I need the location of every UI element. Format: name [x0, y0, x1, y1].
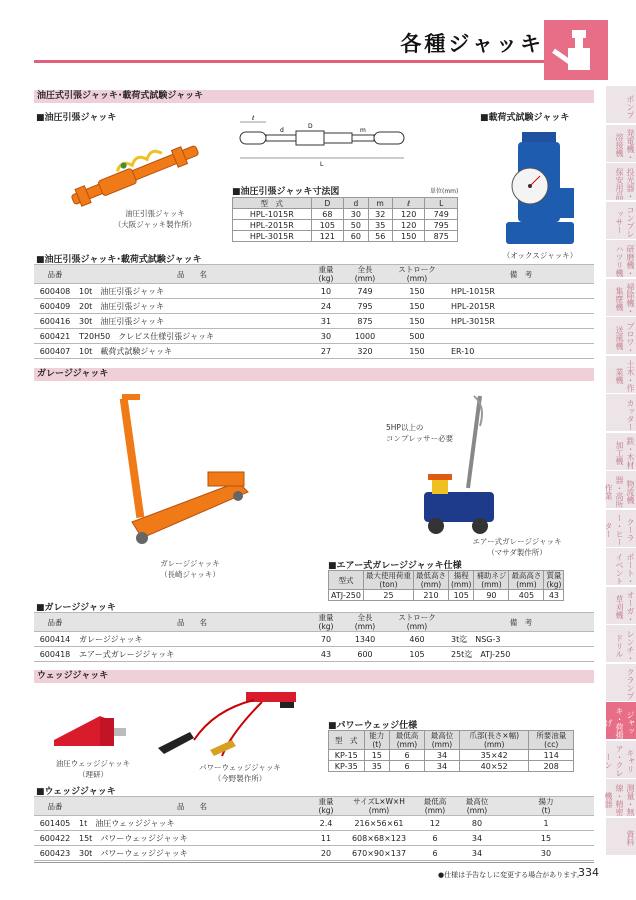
- wedge-spec-cell: 208: [529, 761, 574, 772]
- wedge-price-cell: 608×68×123: [344, 831, 414, 846]
- tension-price-cell: 320: [344, 344, 386, 359]
- tension-price-row: [34, 314, 594, 329]
- tension-price-cell: 500: [386, 329, 448, 344]
- garage-price-cell: 3t迄 NSG-3: [448, 632, 594, 647]
- garage-price-cell: 600418: [34, 647, 76, 662]
- wedge-price-cell: 1: [498, 816, 594, 831]
- garage-price-cell: 600: [344, 647, 386, 662]
- tension-price-cell: 795: [344, 299, 386, 314]
- dim-header-5: L: [425, 198, 458, 209]
- caption-tension-jack: 油圧引張ジャッキ （大阪ジャッキ製作所）: [113, 209, 197, 229]
- wedge-spec-cell: 35×42: [459, 750, 529, 761]
- power-wedge-spec-table: [328, 730, 574, 772]
- dim-cell: 56: [368, 231, 392, 242]
- dim-cell: 30: [344, 209, 368, 220]
- side-tab-4[interactable]: 研磨機・ハツリ機: [606, 240, 636, 277]
- side-tab-16[interactable]: ジャッキ・荷揚げ: [606, 702, 636, 739]
- garage-price-header-2: 重量 (kg): [308, 613, 344, 632]
- wedge-spec-cell: 6: [390, 761, 425, 772]
- garage-price-cell: 1340: [344, 632, 386, 647]
- side-tab-3[interactable]: コンプレッサー: [606, 202, 636, 239]
- caption-hydraulic-wedge-jack: 油圧ウェッジジャッキ （理研）: [55, 759, 131, 779]
- tension-price-header-2: 重量 (kg): [308, 265, 344, 284]
- side-tab-2[interactable]: 投光器・保安用品: [606, 163, 636, 200]
- air-spec-header-4: 補助ネジ (mm): [474, 571, 509, 590]
- dim-table-title: ■油圧引張ジャッキ寸法図: [232, 187, 340, 197]
- side-tab-19[interactable]: 資料: [606, 818, 636, 855]
- side-tab-17[interactable]: キャリア・クレーン: [606, 741, 636, 778]
- page-header: [0, 20, 636, 80]
- garage-price-row: [34, 632, 594, 647]
- tension-price-cell: 1000: [344, 329, 386, 344]
- wedge-price-cell: 30t パワーウェッジジャッキ: [76, 846, 308, 861]
- air-spec-cell: 25: [363, 590, 413, 601]
- tension-price-cell: 600407: [34, 344, 76, 359]
- wedge-price-header-1: 品 名: [76, 797, 308, 816]
- dim-header-2: d: [344, 198, 368, 209]
- title-rule: [34, 60, 544, 63]
- wedge-price-header-6: 揚力 (t): [498, 797, 594, 816]
- dim-label-L: L: [320, 161, 324, 168]
- wedge-price-cell: 6: [414, 846, 456, 861]
- tension-price-cell: 10t 載荷式試験ジャッキ: [76, 344, 308, 359]
- air-spec-cell: 90: [474, 590, 509, 601]
- wedge-price-cell: 670×90×137: [344, 846, 414, 861]
- wedge-price-cell: 34: [456, 831, 498, 846]
- side-tab-13[interactable]: オーガ・草刈機: [606, 587, 636, 624]
- side-tab-11[interactable]: クーラー・ヒーター: [606, 510, 636, 547]
- wedge-spec-cell: 6: [390, 750, 425, 761]
- wedge-price-cell: 6: [414, 831, 456, 846]
- wedge-price-cell: 20: [308, 846, 344, 861]
- garage-price-cell: エアー式ガレージジャッキ: [76, 647, 308, 662]
- dim-row: [233, 231, 458, 242]
- wedge-spec-row: [329, 750, 574, 761]
- footer-note: ●仕様は予告なしに変更する場合があります。: [438, 871, 584, 879]
- dim-cell: 35: [368, 220, 392, 231]
- dim-table: [232, 197, 458, 242]
- dim-cell: 50: [344, 220, 368, 231]
- wedge-price-cell: 15: [498, 831, 594, 846]
- air-spec-header-5: 最高高さ (mm): [509, 571, 544, 590]
- tension-price-cell: 600421: [34, 329, 76, 344]
- dim-header-4: ℓ: [392, 198, 425, 209]
- tension-price-cell: 150: [386, 299, 448, 314]
- tension-price-row: [34, 329, 594, 344]
- side-tab-8[interactable]: カッター: [606, 394, 636, 431]
- category-corner-block: [544, 20, 608, 80]
- air-jack-spec-table: [328, 570, 564, 601]
- wedge-price-cell: 30: [498, 846, 594, 861]
- tension-jack-dimension-diagram: [236, 112, 412, 168]
- garage-price-header-4: ストローク (mm): [386, 613, 448, 632]
- wedge-spec-header-0: 型 式: [329, 731, 365, 750]
- dim-header-1: D: [311, 198, 344, 209]
- wedge-price-header-2: 重量 (kg): [308, 797, 344, 816]
- tension-price-row: [34, 344, 594, 359]
- wedge-price-cell: 216×56×61: [344, 816, 414, 831]
- air-jack-spec-title: ■エアー式ガレージジャッキ仕様: [328, 561, 462, 571]
- tension-price-cell: 749: [344, 284, 386, 299]
- tension-price-header-5: 備 考: [448, 265, 594, 284]
- wedge-price-cell: 1t 油圧ウェッジジャッキ: [76, 816, 308, 831]
- dim-cell: HPL-2015R: [233, 220, 312, 231]
- wedge-price-cell: 80: [456, 816, 498, 831]
- tension-price-row: [34, 299, 594, 314]
- wedge-price-cell: 34: [456, 846, 498, 861]
- garage-price-header-1: 品 名: [76, 613, 308, 632]
- tension-price-cell: 875: [344, 314, 386, 329]
- tension-price-cell: 600409: [34, 299, 76, 314]
- tension-price-cell: 27: [308, 344, 344, 359]
- side-tab-6[interactable]: ブロワ・送風機: [606, 317, 636, 354]
- garage-price-header-5: 備 考: [448, 613, 594, 632]
- side-tab-18[interactable]: 測量・無線・精密機器: [606, 779, 636, 816]
- wedge-price-cell: 2.4: [308, 816, 344, 831]
- air-spec-cell: 210: [413, 590, 448, 601]
- dim-header-0: 型 式: [233, 198, 312, 209]
- dim-cell: 795: [425, 220, 458, 231]
- garage-price-table-title: ■ガレージジャッキ: [36, 603, 116, 613]
- garage-price-table: [34, 612, 594, 662]
- tension-price-cell: HPL-3015R: [448, 314, 594, 329]
- garage-price-header-3: 全長 (mm): [344, 613, 386, 632]
- tension-price-cell: 150: [386, 284, 448, 299]
- tension-price-cell: 10t 油圧引張ジャッキ: [76, 284, 308, 299]
- load-test-jack-image: [500, 128, 582, 248]
- tension-price-cell: 24: [308, 299, 344, 314]
- wedge-spec-cell: 35: [364, 761, 389, 772]
- hydraulic-wedge-jack-image: [50, 706, 130, 756]
- dim-header-3: m: [368, 198, 392, 209]
- caption-air-garage-jack: エアー式ガレージジャッキ （マサダ製作所）: [472, 537, 562, 557]
- dim-cell: 60: [344, 231, 368, 242]
- tension-price-row: [34, 284, 594, 299]
- wedge-price-row: [34, 831, 594, 846]
- dim-cell: 875: [425, 231, 458, 242]
- wedge-price-header-3: サイズL×W×H (mm): [344, 797, 414, 816]
- tension-price-cell: 600416: [34, 314, 76, 329]
- wedge-price-cell: 600423: [34, 846, 76, 861]
- side-tab-5[interactable]: 掃除機・集塵機: [606, 279, 636, 316]
- caption-garage-jack: ガレージジャッキ （長崎ジャッキ）: [160, 559, 220, 579]
- garage-price-header-0: 品番: [34, 613, 76, 632]
- dim-label-D: D: [308, 123, 313, 130]
- dim-cell: 32: [368, 209, 392, 220]
- wedge-spec-row: [329, 761, 574, 772]
- garage-price-cell: 105: [386, 647, 448, 662]
- jack-icon: [550, 24, 602, 76]
- wedge-price-row: [34, 816, 594, 831]
- garage-price-cell: 600414: [34, 632, 76, 647]
- tension-price-table-title: ■油圧引張ジャッキ･載荷式試験ジャッキ: [36, 255, 202, 265]
- tension-price-header-4: ストローク (mm): [386, 265, 448, 284]
- wedge-spec-header-2: 最低高 (mm): [390, 731, 425, 750]
- dim-row: [233, 209, 458, 220]
- garage-jack-image: [118, 392, 258, 552]
- page-number: 334: [578, 866, 599, 879]
- tension-price-cell: 150: [386, 344, 448, 359]
- wedge-price-header-4: 最低高 (mm): [414, 797, 456, 816]
- dim-cell: 749: [425, 209, 458, 220]
- tension-price-cell: HPL-1015R: [448, 284, 594, 299]
- air-spec-header-3: 揚程 (mm): [448, 571, 473, 590]
- side-tab-14[interactable]: レンチ・ドリル: [606, 625, 636, 662]
- wedge-spec-cell: 114: [529, 750, 574, 761]
- wedge-spec-header-4: 爪部(長さ×幅) (mm): [459, 731, 529, 750]
- side-tab-12[interactable]: ポート・イベント: [606, 548, 636, 585]
- wedge-price-header-5: 最高位 (mm): [456, 797, 498, 816]
- caption-load-test-jack: （オックスジャッキ）: [502, 251, 578, 260]
- tension-price-cell: 20t 油圧引張ジャッキ: [76, 299, 308, 314]
- page-title: 各種ジャッキ: [400, 32, 544, 56]
- side-tab-1[interactable]: 発電機・溶接機: [606, 125, 636, 162]
- tension-price-header-1: 品 名: [76, 265, 308, 284]
- garage-price-row: [34, 647, 594, 662]
- tension-price-table: [34, 264, 594, 359]
- dim-cell: HPL-1015R: [233, 209, 312, 220]
- tension-price-cell: 150: [386, 314, 448, 329]
- wedge-price-row: [34, 846, 594, 861]
- air-spec-header-0: 型式: [329, 571, 364, 590]
- subhead-load-test-jack: ■載荷式試験ジャッキ: [480, 113, 570, 123]
- tension-price-cell: 31: [308, 314, 344, 329]
- section-bar-wedge-jack: ウェッジジャッキ: [34, 670, 594, 683]
- wedge-spec-cell: KP-35: [329, 761, 365, 772]
- dim-cell: 68: [311, 209, 344, 220]
- tension-price-cell: [448, 329, 594, 344]
- wedge-spec-header-3: 最高位 (mm): [424, 731, 459, 750]
- dim-cell: 150: [392, 231, 425, 242]
- dim-cell: 105: [311, 220, 344, 231]
- air-spec-cell: 405: [509, 590, 544, 601]
- wedge-spec-cell: 34: [424, 750, 459, 761]
- section-bar-garage-jack: ガレージジャッキ: [34, 368, 594, 381]
- garage-price-cell: 70: [308, 632, 344, 647]
- tension-price-cell: HPL-2015R: [448, 299, 594, 314]
- wedge-spec-cell: KP-15: [329, 750, 365, 761]
- dim-table-unit: 単位(mm): [430, 188, 459, 195]
- dim-label-d: d: [280, 127, 284, 134]
- garage-price-cell: 460: [386, 632, 448, 647]
- side-tab-15[interactable]: クランプ: [606, 664, 636, 701]
- air-spec-header-6: 質量 (kg): [544, 571, 564, 590]
- wedge-spec-cell: 40×52: [459, 761, 529, 772]
- tension-price-cell: T20H50 クレビス仕様引張ジャッキ: [76, 329, 308, 344]
- tension-price-cell: ER-10: [448, 344, 594, 359]
- garage-price-cell: 25t迄 ATJ-250: [448, 647, 594, 662]
- section-bar-tension-jack: 油圧式引張ジャッキ･載荷式試験ジャッキ: [34, 90, 594, 103]
- dim-label-l: ℓ: [252, 115, 255, 122]
- air-spec-header-1: 最大使用荷重 (ton): [363, 571, 413, 590]
- footer-rule: [34, 862, 594, 863]
- wedge-price-table-title: ■ウェッジジャッキ: [36, 787, 116, 797]
- tension-price-cell: 600408: [34, 284, 76, 299]
- dim-label-m: m: [360, 127, 366, 134]
- tension-price-cell: 10: [308, 284, 344, 299]
- air-spec-cell: ATJ-250: [329, 590, 364, 601]
- side-tab-9[interactable]: 鉄・木材加工機: [606, 433, 636, 470]
- tension-price-header-0: 品番: [34, 265, 76, 284]
- side-tab-10[interactable]: 物流機器・高所作業: [606, 471, 636, 508]
- dim-cell: 121: [311, 231, 344, 242]
- compressor-note: 5HP以上の コンプレッサー必要: [386, 423, 454, 443]
- caption-power-wedge-jack: パワーウェッジジャッキ （今野製作所）: [199, 763, 281, 783]
- dim-cell: 120: [392, 209, 425, 220]
- garage-price-cell: ガレージジャッキ: [76, 632, 308, 647]
- wedge-spec-cell: 15: [364, 750, 389, 761]
- tension-jack-image: [60, 140, 210, 210]
- power-wedge-jack-image: [150, 688, 310, 768]
- wedge-price-cell: 12: [414, 816, 456, 831]
- wedge-price-cell: 11: [308, 831, 344, 846]
- wedge-spec-header-1: 能力 (t): [364, 731, 389, 750]
- tension-price-cell: 30: [308, 329, 344, 344]
- subhead-tension-jack: ■油圧引張ジャッキ: [36, 113, 117, 123]
- tension-price-header-3: 全長 (mm): [344, 265, 386, 284]
- side-tab-0[interactable]: ポンプ: [606, 86, 636, 123]
- wedge-price-table: [34, 796, 594, 861]
- air-garage-jack-image: [410, 392, 510, 542]
- tension-price-cell: 30t 油圧引張ジャッキ: [76, 314, 308, 329]
- dim-cell: 120: [392, 220, 425, 231]
- dim-row: [233, 220, 458, 231]
- air-spec-row: [329, 590, 564, 601]
- air-spec-cell: 43: [544, 590, 564, 601]
- wedge-price-cell: 601405: [34, 816, 76, 831]
- wedge-price-cell: 15t パワーウェッジジャッキ: [76, 831, 308, 846]
- garage-price-cell: 43: [308, 647, 344, 662]
- wedge-price-cell: 600422: [34, 831, 76, 846]
- air-spec-header-2: 最低高さ (mm): [413, 571, 448, 590]
- side-tab-7[interactable]: 土木・作業機: [606, 356, 636, 393]
- dim-cell: HPL-3015R: [233, 231, 312, 242]
- wedge-spec-header-5: 所要油量 (cc): [529, 731, 574, 750]
- wedge-price-header-0: 品番: [34, 797, 76, 816]
- power-wedge-spec-title: ■パワーウェッジ仕様: [328, 721, 418, 731]
- air-spec-cell: 105: [448, 590, 473, 601]
- wedge-spec-cell: 34: [424, 761, 459, 772]
